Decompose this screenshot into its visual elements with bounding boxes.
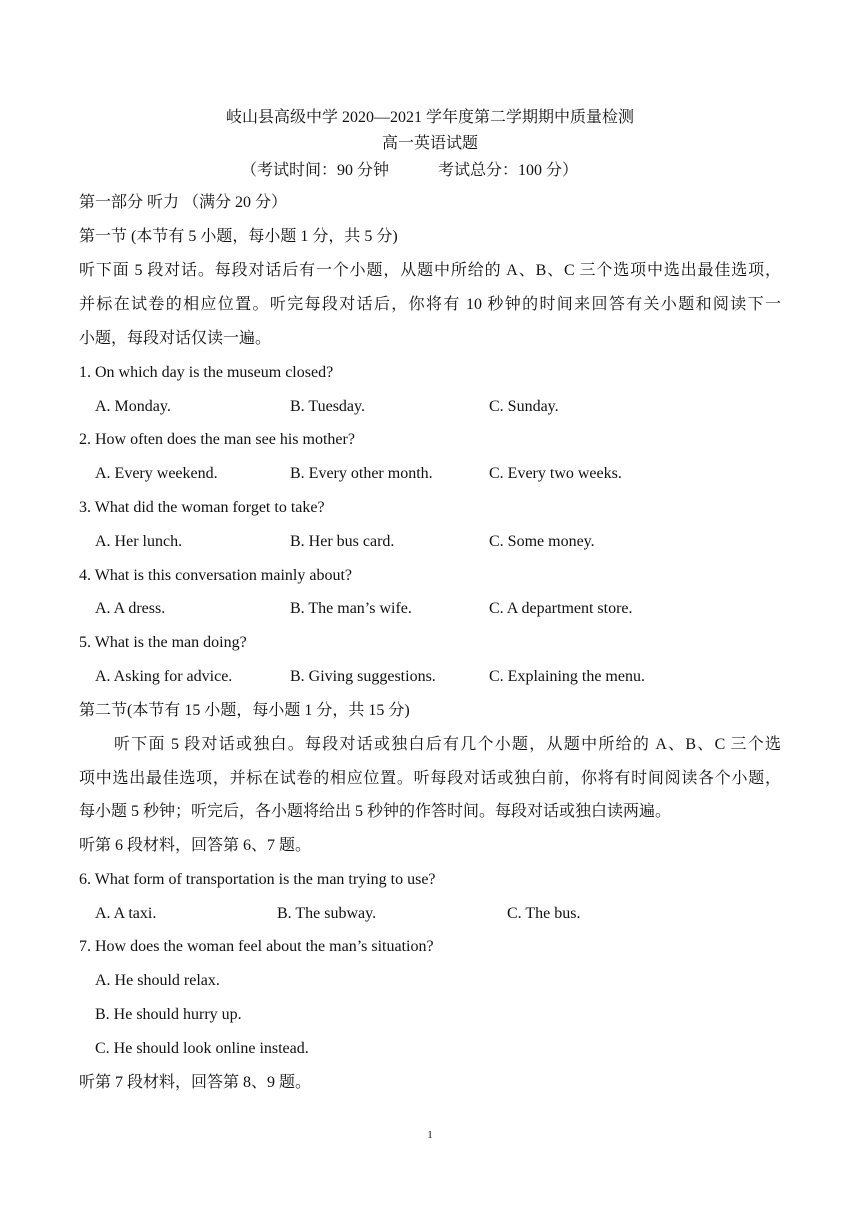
page-number: 1	[427, 1129, 433, 1141]
option-a: A. He should relax.	[95, 972, 220, 989]
section2-instruction-line: 项中选出最佳选项，并标在试卷的相应位置。听每段对话或独白前，你将有时间阅读各个小题，	[79, 770, 781, 787]
question-text: 3. What did the woman forget to take?	[79, 499, 325, 516]
option-b: B. He should hurry up.	[95, 1006, 242, 1023]
question-text: 5. What is the man doing?	[79, 634, 247, 651]
exam-subtitle: 高一英语试题	[381, 135, 478, 152]
material-label: 听第 6 段材料，回答第 6、7 题。	[79, 837, 312, 854]
exam-title: 岐山县高级中学 2020—2021 学年度第二学期期中质量检测	[225, 109, 634, 126]
question-text: 4. What is this conversation mainly about?	[79, 567, 352, 584]
option-b: B. Her bus card.	[290, 533, 395, 550]
section2-instruction-line: 听下面 5 段对话或独白。每段对话或独白后有几个小题，从题中所给的 A、B、C 三个选	[114, 736, 781, 753]
option-a: A. Her lunch.	[95, 533, 183, 550]
option-c: C. The bus.	[507, 905, 581, 922]
option-c: C. Sunday.	[489, 398, 559, 415]
option-c: C. Explaining the menu.	[489, 668, 645, 685]
section1-instruction-line: 小题，每段对话仅读一遍。	[79, 330, 272, 347]
question-text: 6. What form of transportation is the man trying to use?	[79, 871, 436, 888]
exam-score: 考试总分：100 分）	[438, 162, 579, 179]
section2-heading: 第二节(本节有 15 小题，每小题 1 分，共 15 分)	[79, 702, 410, 719]
exam-time: （考试时间：90 分钟	[241, 162, 390, 179]
option-c: C. Some money.	[489, 533, 595, 550]
option-b: B. Tuesday.	[290, 398, 365, 415]
option-a: A. Every weekend.	[95, 465, 218, 482]
option-b: B. The man’s wife.	[290, 600, 412, 617]
option-b: B. Giving suggestions.	[290, 668, 436, 685]
option-a: A. Monday.	[95, 398, 171, 415]
option-b: B. Every other month.	[290, 465, 433, 482]
question-text: 2. How often does the man see his mother?	[79, 431, 355, 448]
section2-instruction-line: 每小题 5 秒钟；听完后，各小题将给出 5 秒钟的作答时间。每段对话或独白读两遍。	[79, 803, 672, 820]
section1-instruction-line: 并标在试卷的相应位置。听完每段对话后，你将有 10 秒钟的时间来回答有关小题和阅读下一	[79, 296, 781, 313]
option-c: C. A department store.	[489, 600, 633, 617]
part1-heading: 第一部分 听力 （满分 20 分）	[79, 194, 288, 211]
section1-heading: 第一节 (本节有 5 小题，每小题 1 分，共 5 分)	[79, 228, 398, 245]
option-a: A. Asking for advice.	[95, 668, 233, 685]
option-c: C. Every two weeks.	[489, 465, 622, 482]
option-c: C. He should look online instead.	[95, 1040, 309, 1057]
option-b: B. The subway.	[277, 905, 377, 922]
material-label: 听第 7 段材料，回答第 8、9 题。	[79, 1074, 312, 1091]
question-text: 1. On which day is the museum closed?	[79, 364, 334, 381]
option-a: A. A dress.	[95, 600, 166, 617]
question-text: 7. How does the woman feel about the man’s situation?	[79, 938, 434, 955]
section1-instruction-line: 听下面 5 段对话。每段对话后有一个小题，从题中所给的 A、B、C 三个选项中选出最佳选项，	[79, 262, 781, 279]
option-a: A. A taxi.	[95, 905, 157, 922]
